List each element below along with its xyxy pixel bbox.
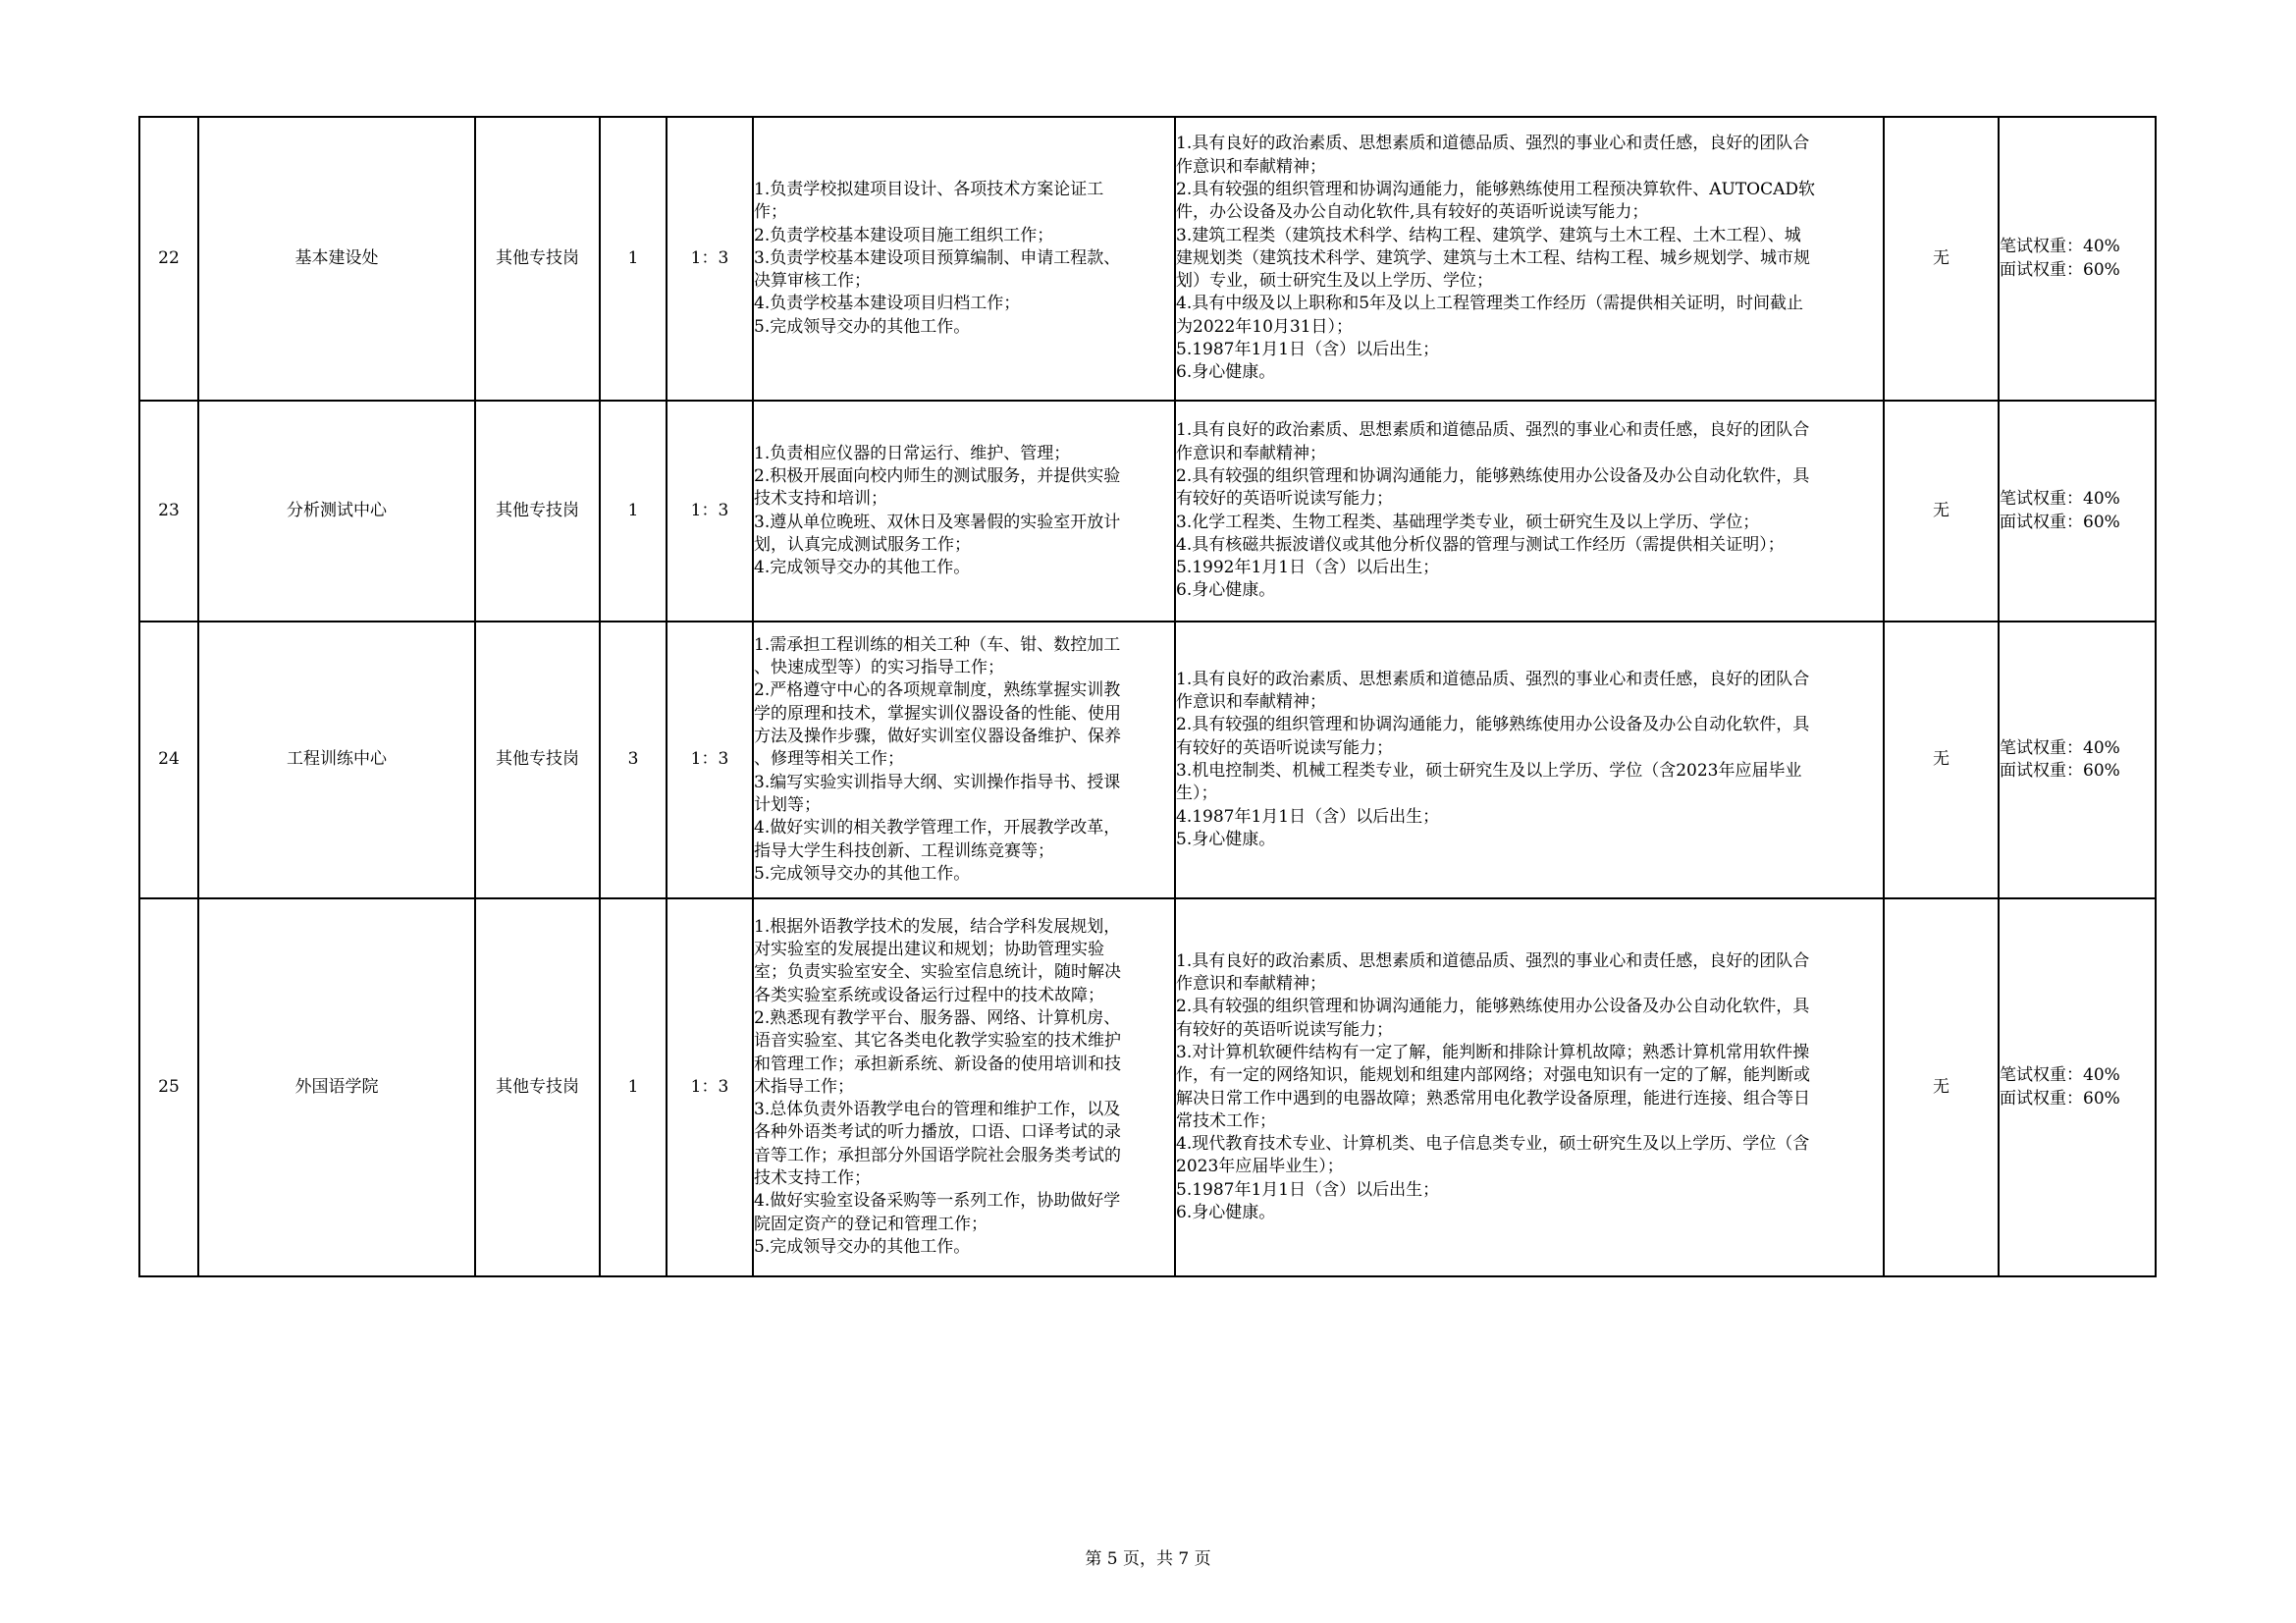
duty-line: 音等工作；承担部分外国语学院社会服务类考试的 [754,1145,1121,1165]
weight-line: 笔试权重：40% [2000,737,2120,758]
duty-line: 各类实验室系统或设备运行过程中的技术故障； [754,985,1104,1005]
duty-line: 1.负责相应仪器的日常运行、维护、管理； [754,443,1071,463]
requirement-line: 3.机电控制类、机械工程类专业，硕士研究生及以上学历、学位（含2023年应届毕业 [1176,761,1802,781]
requirement-line: 有较好的英语听说读写能力； [1176,737,1393,758]
requirement-line: 2.具有较强的组织管理和协调沟通能力，能够熟练使用工程预决算软件、AUTOCAD软 [1176,179,1816,199]
hiring-count-cell: 1 [600,117,667,401]
requirement-line: 1.具有良好的政治素质、思想素质和道德品质、强烈的事业心和责任感，良好的团队合 [1176,669,1810,689]
duty-line: 5.完成领导交办的其他工作。 [754,316,971,337]
exam-weights-cell [1999,622,2156,898]
weight-line: 笔试权重：40% [2000,237,2120,257]
requirement-line: 生）； [1176,784,1218,804]
requirement-line: 有较好的英语听说读写能力； [1176,489,1393,510]
page-number: 第 5 页，共 7 页 [1085,1549,1211,1569]
weight-line: 笔试权重：40% [2000,1065,2120,1086]
row-number-cell: 25 [139,898,198,1276]
row-number-cell: 22 [139,117,198,401]
requirement-line: 作意识和奉献精神； [1176,692,1326,713]
department-cell: 基本建设处 [198,117,475,401]
table-row [139,898,2156,1276]
duty-line: 1.根据外语教学技术的发展，结合学科发展规划， [754,916,1121,937]
duty-line: 3.遵从单位晚班、双休日及寒暑假的实验室开放计 [754,512,1121,532]
requirement-line: 3.对计算机软硬件结构有一定了解，能判断和排除计算机故障；熟悉计算机常用软件操 [1176,1042,1810,1062]
requirements-cell [1175,622,1884,898]
other-requirements-cell: 无 [1884,117,1999,401]
requirement-line: 作意识和奉献精神； [1176,443,1326,463]
requirement-line: 3.化学工程类、生物工程类、基础理学类专业，硕士研究生及以上学历、学位； [1176,512,1760,532]
hiring-count-cell: 1 [600,401,667,622]
requirement-line: 作意识和奉献精神； [1176,974,1326,995]
duties-cell [753,117,1175,401]
requirement-line: 1.具有良好的政治素质、思想素质和道德品质、强烈的事业心和责任感，良好的团队合 [1176,950,1810,971]
duties-cell [753,401,1175,622]
weight-line: 面试权重：60% [2000,512,2120,532]
positions-table-body [139,117,2156,1276]
requirement-line: 作，有一定的网络知识，能规划和组建内部网络；对强电知识有一定的了解，能判断或 [1176,1065,1810,1086]
duty-line: 室；负责实验室安全、实验室信息统计，随时解决 [754,962,1121,983]
requirement-line: 6.身心健康。 [1176,1202,1276,1222]
row-number-cell: 24 [139,622,198,898]
duty-line: 3.负责学校基本建设项目预算编制、申请工程款、 [754,247,1121,268]
weight-line: 面试权重：60% [2000,761,2120,781]
requirement-line: 3.建筑工程类（建筑技术科学、结构工程、建筑学、建筑与土木工程、土木工程）、城 [1176,225,1801,245]
requirements-cell [1175,898,1884,1276]
duty-line: 4.完成领导交办的其他工作。 [754,558,971,578]
requirement-line: 6.身心健康。 [1176,580,1276,601]
duty-line: 方法及操作步骤，做好实训室仪器设备维护、保养 [754,727,1121,747]
duty-line: 语音实验室、其它各类电化教学实验室的技术维护 [754,1031,1121,1052]
duty-line: 2.严格遵守中心的各项规章制度，熟练掌握实训教 [754,680,1121,701]
duty-line: 各种外语类考试的听力播放，口语、口译考试的录 [754,1122,1121,1143]
requirement-line: 4.1987年1月1日（含）以后出生； [1176,806,1440,827]
requirement-line: 2023年应届毕业生）； [1176,1157,1344,1177]
requirement-line: 6.身心健康。 [1176,362,1276,383]
other-requirements-cell: 无 [1884,622,1999,898]
requirement-line: 为2022年10月31日）； [1176,316,1354,337]
requirement-line: 2.具有较强的组织管理和协调沟通能力，能够熟练使用办公设备及办公自动化软件，具 [1176,997,1810,1017]
post-type-cell: 其他专技岗 [475,898,600,1276]
positions-table [138,116,2157,1277]
ratio-cell: 1：3 [667,898,753,1276]
requirements-cell [1175,401,1884,622]
requirement-line: 4.现代教育技术专业、计算机类、电子信息类专业，硕士研究生及以上学历、学位（含 [1176,1134,1810,1155]
requirement-line: 1.具有良好的政治素质、思想素质和道德品质、强烈的事业心和责任感，良好的团队合 [1176,134,1810,154]
duties-cell [753,622,1175,898]
department-cell: 外国语学院 [198,898,475,1276]
post-type-cell: 其他专技岗 [475,117,600,401]
post-type-cell: 其他专技岗 [475,401,600,622]
requirement-line: 划）专业，硕士研究生及以上学历、学位； [1176,271,1493,292]
requirement-line: 常技术工作； [1176,1110,1276,1131]
duty-line: 划，认真完成测试服务工作； [754,534,971,555]
duty-line: 学的原理和技术，掌握实训仪器设备的性能、使用 [754,703,1121,724]
duty-line: 2.熟悉现有教学平台、服务器、网络、计算机房、 [754,1007,1121,1028]
duty-line: 术指导工作； [754,1076,854,1097]
exam-weights-cell [1999,117,2156,401]
table-row [139,622,2156,898]
ratio-cell: 1：3 [667,622,753,898]
ratio-cell: 1：3 [667,401,753,622]
positions-table-container [138,116,2155,1277]
department-cell: 工程训练中心 [198,622,475,898]
requirement-line: 件，办公设备及办公自动化软件,具有较好的英语听说读写能力； [1176,202,1649,223]
requirement-line: 4.具有中级及以上职称和5年及以上工程管理类工作经历（需提供相关证明，时间截止 [1176,294,1804,314]
requirement-line: 5.1992年1月1日（含）以后出生； [1176,558,1440,578]
requirement-line: 作意识和奉献精神； [1176,156,1326,177]
duty-line: 指导大学生科技创新、工程训练竞赛等； [754,840,1054,861]
requirement-line: 1.具有良好的政治素质、思想素质和道德品质、强烈的事业心和责任感，良好的团队合 [1176,420,1810,441]
requirement-line: 2.具有较强的组织管理和协调沟通能力，能够熟练使用办公设备及办公自动化软件，具 [1176,715,1810,735]
duty-line: 4.做好实验室设备采购等一系列工作，协助做好学 [754,1191,1121,1212]
duty-line: 、快速成型等）的实习指导工作； [754,658,1004,678]
duty-line: 对实验室的发展提出建议和规划；协助管理实验 [754,940,1104,960]
duty-line: 作； [754,202,787,223]
duty-line: 3.总体负责外语教学电台的管理和维护工作，以及 [754,1100,1121,1120]
post-type-cell: 其他专技岗 [475,622,600,898]
row-number-cell: 23 [139,401,198,622]
weight-line: 面试权重：60% [2000,259,2120,280]
duty-line: 和管理工作；承担新系统、新设备的使用培训和技 [754,1054,1121,1074]
duty-line: 3.编写实验实训指导大纲、实训操作指导书、授课 [754,772,1121,792]
duty-line: 技术支持工作； [754,1168,871,1189]
duty-line: 5.完成领导交办的其他工作。 [754,863,971,884]
duty-line: 5.完成领导交办的其他工作。 [754,1236,971,1257]
other-requirements-cell: 无 [1884,898,1999,1276]
hiring-count-cell: 3 [600,622,667,898]
duty-line: 技术支持和培训； [754,489,887,510]
duties-cell [753,898,1175,1276]
duty-line: 4.做好实训的相关教学管理工作，开展教学改革， [754,818,1121,839]
duty-line: 2.负责学校基本建设项目施工组织工作； [754,225,1054,245]
requirement-line: 解决日常工作中遇到的电器故障；熟悉常用电化教学设备原理，能进行连接、组合等日 [1176,1088,1810,1109]
duty-line: 2.积极开展面向校内师生的测试服务，并提供实验 [754,465,1121,486]
requirement-line: 5.1987年1月1日（含）以后出生； [1176,1179,1440,1200]
duty-line: 1.负责学校拟建项目设计、各项技术方案论证工 [754,179,1104,199]
ratio-cell: 1：3 [667,117,753,401]
exam-weights-cell [1999,401,2156,622]
duty-line: 院固定资产的登记和管理工作； [754,1214,988,1234]
duty-line: 决算审核工作； [754,271,871,292]
table-row [139,401,2156,622]
requirement-line: 4.具有核磁共振波谱仪或其他分析仪器的管理与测试工作经历（需提供相关证明）； [1176,534,1785,555]
weight-line: 笔试权重：40% [2000,489,2120,510]
requirement-line: 5.身心健康。 [1176,829,1276,849]
table-row [139,117,2156,401]
exam-weights-cell [1999,898,2156,1276]
requirement-line: 2.具有较强的组织管理和协调沟通能力，能够熟练使用办公设备及办公自动化软件，具 [1176,465,1810,486]
duty-line: 计划等； [754,794,821,815]
requirements-cell [1175,117,1884,401]
other-requirements-cell: 无 [1884,401,1999,622]
requirement-line: 建规划类（建筑技术科学、建筑学、建筑与土木工程、结构工程、城乡规划学、城市规 [1176,247,1810,268]
requirement-line: 有较好的英语听说读写能力； [1176,1019,1393,1040]
requirement-line: 5.1987年1月1日（含）以后出生； [1176,340,1440,360]
duty-line: 1.需承担工程训练的相关工种（车、钳、数控加工 [754,634,1121,655]
duty-line: 4.负责学校基本建设项目归档工作； [754,294,1021,314]
weight-line: 面试权重：60% [2000,1088,2120,1109]
hiring-count-cell: 1 [600,898,667,1276]
duty-line: 、修理等相关工作； [754,749,904,770]
department-cell: 分析测试中心 [198,401,475,622]
